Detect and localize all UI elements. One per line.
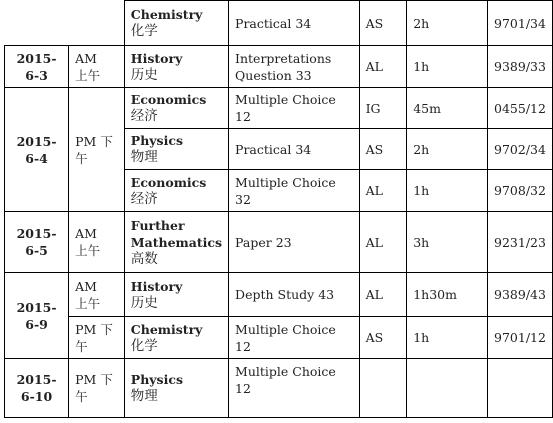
subject-en: Mathematics bbox=[130, 234, 223, 250]
subject-cell bbox=[124, 273, 228, 317]
paper-cell: Multiple Choice 12 bbox=[229, 88, 360, 129]
level-cell: AS bbox=[359, 317, 407, 359]
duration-cell: 2h bbox=[407, 1, 488, 46]
subject-zh: 经济 bbox=[130, 108, 158, 124]
subject-en: History bbox=[130, 50, 183, 66]
paper-cell: Practical 34 bbox=[229, 129, 360, 170]
subject-cell bbox=[124, 170, 228, 212]
table-row bbox=[5, 273, 553, 317]
subject-zh: 物理 bbox=[130, 388, 158, 404]
time-cell: PM 下 午 bbox=[69, 88, 125, 212]
date-cell: 2015-6-5 bbox=[5, 212, 69, 273]
paper-cell: Interpretations Question 33 bbox=[229, 46, 360, 88]
table-row bbox=[5, 317, 553, 359]
level-cell: AL bbox=[359, 170, 407, 212]
date-cell bbox=[5, 1, 125, 46]
time-cell: AM 上午 bbox=[69, 46, 125, 88]
subject-en: Economics bbox=[130, 92, 207, 107]
table-row bbox=[5, 46, 553, 88]
time-cell: PM 下 午 bbox=[69, 359, 125, 418]
subject-en: Further bbox=[130, 217, 185, 233]
subject-cell bbox=[124, 46, 228, 88]
table-row bbox=[5, 1, 553, 46]
time-cell: AM 上午 bbox=[69, 212, 125, 273]
date-cell: 2015-6-9 bbox=[5, 273, 69, 359]
level-cell: AL bbox=[359, 46, 407, 88]
subject-zh: 经济 bbox=[130, 190, 158, 207]
date-cell: 2015-6-4 bbox=[5, 88, 69, 212]
paper-cell: Multiple Choice 12 bbox=[229, 359, 360, 418]
subject-zh: 化学 bbox=[130, 23, 158, 39]
time-cell: PM 下 午 bbox=[69, 317, 125, 359]
subject-zh: 物理 bbox=[130, 149, 158, 165]
paper-cell: Depth Study 43 bbox=[229, 273, 360, 317]
level-cell bbox=[359, 359, 407, 418]
code-cell: 9701/34 bbox=[488, 1, 553, 46]
table-row bbox=[5, 88, 553, 129]
duration-cell: 2h bbox=[407, 129, 488, 170]
date-cell: 2015-6-10 bbox=[5, 359, 69, 418]
code-cell: 9702/34 bbox=[488, 129, 553, 170]
subject-zh: 历史 bbox=[130, 294, 158, 311]
code-cell: 9389/43 bbox=[488, 273, 553, 317]
subject-zh: 历史 bbox=[130, 66, 158, 83]
duration-cell bbox=[407, 359, 488, 418]
subject-cell bbox=[124, 212, 228, 273]
level-cell: AS bbox=[359, 1, 407, 46]
date-cell: 2015-6-3 bbox=[5, 46, 69, 88]
subject-en: Chemistry bbox=[130, 7, 203, 22]
subject-zh: 高数 bbox=[130, 250, 158, 267]
table-row bbox=[5, 359, 553, 418]
subject-cell bbox=[124, 129, 228, 170]
level-cell: AS bbox=[359, 129, 407, 170]
code-cell: 0455/12 bbox=[488, 88, 553, 129]
table-row bbox=[5, 212, 553, 273]
subject-cell bbox=[124, 317, 228, 359]
exam-schedule-table bbox=[4, 0, 553, 418]
paper-cell: Multiple Choice 12 bbox=[229, 317, 360, 359]
paper-cell: Multiple Choice 32 bbox=[229, 170, 360, 212]
duration-cell: 45m bbox=[407, 88, 488, 129]
subject-cell bbox=[124, 1, 228, 46]
subject-cell bbox=[124, 359, 228, 418]
duration-cell: 1h bbox=[407, 46, 488, 88]
code-cell: 9231/23 bbox=[488, 212, 553, 273]
subject-en: Physics bbox=[130, 133, 183, 148]
duration-cell: 1h bbox=[407, 317, 488, 359]
duration-cell: 3h bbox=[407, 212, 488, 273]
time-cell: AM 上午 bbox=[69, 273, 125, 317]
level-cell: AL bbox=[359, 273, 407, 317]
code-cell: 9708/32 bbox=[488, 170, 553, 212]
subject-en: Physics bbox=[130, 372, 183, 387]
subject-en: Chemistry bbox=[130, 321, 203, 337]
level-cell: IG bbox=[359, 88, 407, 129]
code-cell bbox=[488, 359, 553, 418]
subject-cell bbox=[124, 88, 228, 129]
code-cell: 9701/12 bbox=[488, 317, 553, 359]
subject-zh: 化学 bbox=[130, 337, 158, 354]
subject-en: History bbox=[130, 278, 183, 294]
duration-cell: 1h30m bbox=[407, 273, 488, 317]
subject-en: Economics bbox=[130, 174, 207, 190]
duration-cell: 1h bbox=[407, 170, 488, 212]
paper-cell: Paper 23 bbox=[229, 212, 360, 273]
paper-cell: Practical 34 bbox=[229, 1, 360, 46]
code-cell: 9389/33 bbox=[488, 46, 553, 88]
level-cell: AL bbox=[359, 212, 407, 273]
